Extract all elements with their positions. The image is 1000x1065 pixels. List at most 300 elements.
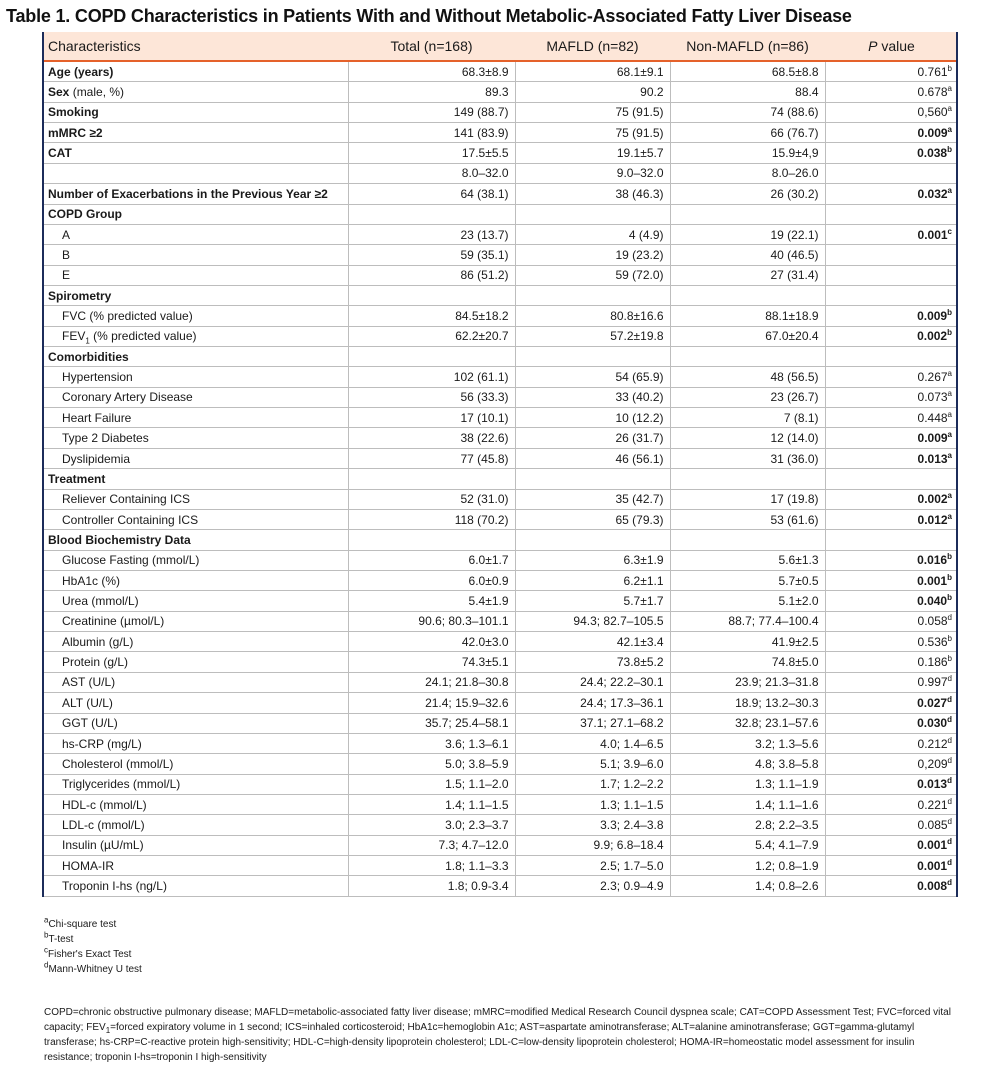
p-value-cell <box>825 224 958 244</box>
p-value-cell <box>825 550 958 570</box>
row-label-text: FVC (% predicted value) <box>62 308 193 323</box>
table-row <box>42 306 958 326</box>
p-value-test-mark: d <box>947 857 952 867</box>
total-cell: 5.4±1.9 <box>348 591 515 611</box>
mafld-cell: 2.3; 0.9–4.9 <box>515 876 670 896</box>
mafld-cell: 19.1±5.7 <box>515 143 670 163</box>
row-label <box>42 713 348 733</box>
mafld-cell: 6.2±1.1 <box>515 570 670 590</box>
section-row <box>42 204 958 224</box>
mafld-cell: 42.1±3.4 <box>515 632 670 652</box>
p-value-test-mark: b <box>947 63 952 73</box>
total-cell: 38 (22.6) <box>348 428 515 448</box>
mafld-cell: 75 (91.5) <box>515 102 670 122</box>
p-value-cell <box>825 509 958 529</box>
table-row <box>42 265 958 285</box>
data-table-frame <box>42 32 958 897</box>
total-cell: 118 (70.2) <box>348 509 515 529</box>
mafld-cell: 9.0–32.0 <box>515 163 670 183</box>
p-value-cell <box>825 61 958 82</box>
mafld-cell: 65 (79.3) <box>515 509 670 529</box>
non-mafld-cell: 53 (61.6) <box>670 509 825 529</box>
p-value-text: 0.002 <box>917 329 948 344</box>
total-cell: 42.0±3.0 <box>348 632 515 652</box>
row-label-text: E <box>62 268 71 283</box>
row-label <box>42 306 348 326</box>
row-label <box>42 652 348 672</box>
table-row <box>42 774 958 794</box>
row-label-text: Hypertension <box>62 370 133 385</box>
row-label-text: mMRC ≥2 <box>48 125 103 140</box>
p-value-text: 0.001 <box>917 838 948 853</box>
footnote-text: T-test <box>48 933 74 945</box>
p-value-text: 0.027 <box>917 695 948 710</box>
mafld-cell: 2.5; 1.7–5.0 <box>515 856 670 876</box>
p-value-cell <box>825 245 958 265</box>
table-row <box>42 82 958 102</box>
total-cell: 59 (35.1) <box>348 245 515 265</box>
row-label-text: CAT <box>48 146 72 161</box>
p-value-cell <box>825 306 958 326</box>
table-row <box>42 550 958 570</box>
p-value-test-mark: d <box>947 694 952 704</box>
p-value-test-mark: d <box>947 796 952 806</box>
row-label-text: Controller Containing ICS <box>62 512 199 527</box>
p-value-cell <box>825 347 958 367</box>
table-row <box>42 835 958 855</box>
non-mafld-cell: 4.8; 3.8–5.8 <box>670 754 825 774</box>
mafld-cell <box>515 285 670 305</box>
row-label <box>42 530 348 550</box>
p-value-test-mark: a <box>947 430 952 440</box>
p-value-text: 0.040 <box>917 594 948 609</box>
row-label-text: HOMA-IR <box>62 858 114 873</box>
p-value-cell <box>825 876 958 896</box>
row-label-text: Protein (g/L) <box>62 655 129 670</box>
p-value-cell <box>825 611 958 631</box>
total-cell: 6.0±0.9 <box>348 570 515 590</box>
total-cell: 64 (38.1) <box>348 184 515 204</box>
total-cell: 3.0; 2.3–3.7 <box>348 815 515 835</box>
table-row <box>42 163 958 183</box>
non-mafld-cell: 23 (26.7) <box>670 387 825 407</box>
table-row <box>42 652 958 672</box>
row-label-text: Smoking <box>48 105 99 120</box>
row-label <box>42 224 348 244</box>
total-cell: 102 (61.1) <box>348 367 515 387</box>
p-value-text: 0.448 <box>917 410 948 425</box>
total-cell: 1.5; 1.1–2.0 <box>348 774 515 794</box>
p-value-cell <box>825 102 958 122</box>
non-mafld-cell: 67.0±20.4 <box>670 326 825 346</box>
p-value-test-mark: b <box>947 654 952 664</box>
table-row <box>42 876 958 896</box>
row-label-text: Albumin (g/L) <box>62 634 134 649</box>
non-mafld-cell: 3.2; 1.3–5.6 <box>670 733 825 753</box>
mafld-cell: 46 (56.1) <box>515 448 670 468</box>
p-value-text: 0.058 <box>917 614 948 629</box>
p-value-text: 0.085 <box>917 817 948 832</box>
non-mafld-cell: 41.9±2.5 <box>670 632 825 652</box>
non-mafld-cell: 2.8; 2.2–3.5 <box>670 815 825 835</box>
row-label-text: B <box>62 247 71 262</box>
table-row <box>42 509 958 529</box>
row-label <box>42 550 348 570</box>
header-non-mafld: Non-MAFLD (n=86) <box>670 32 825 61</box>
non-mafld-cell: 17 (19.8) <box>670 489 825 509</box>
row-label <box>42 387 348 407</box>
non-mafld-cell: 5.7±0.5 <box>670 570 825 590</box>
p-value-text: 0.030 <box>917 716 948 731</box>
row-label <box>42 82 348 102</box>
p-value-test-mark: a <box>947 124 952 134</box>
row-label <box>42 733 348 753</box>
non-mafld-cell: 26 (30.2) <box>670 184 825 204</box>
non-mafld-cell: 74.8±5.0 <box>670 652 825 672</box>
p-value-text: 0.016 <box>917 553 948 568</box>
row-label <box>42 285 348 305</box>
section-row <box>42 285 958 305</box>
footnote-mark: b <box>44 930 49 940</box>
row-label-text: Dyslipidemia <box>62 451 131 466</box>
table-row <box>42 326 958 346</box>
row-label <box>42 265 348 285</box>
p-value-test-mark: b <box>947 328 952 338</box>
p-value-cell <box>825 530 958 550</box>
total-cell: 21.4; 15.9–32.6 <box>348 693 515 713</box>
non-mafld-cell: 88.7; 77.4–100.4 <box>670 611 825 631</box>
p-value-cell <box>825 448 958 468</box>
non-mafld-cell: 32.8; 23.1–57.6 <box>670 713 825 733</box>
p-value-test-mark: c <box>947 226 952 236</box>
mafld-cell: 24.4; 22.2–30.1 <box>515 672 670 692</box>
table-right-edge <box>956 32 958 897</box>
mafld-cell: 10 (12.2) <box>515 408 670 428</box>
table-row <box>42 733 958 753</box>
mafld-cell: 57.2±19.8 <box>515 326 670 346</box>
section-row <box>42 469 958 489</box>
non-mafld-cell: 8.0–26.0 <box>670 163 825 183</box>
p-value-cell <box>825 143 958 163</box>
total-cell: 86 (51.2) <box>348 265 515 285</box>
footnotes <box>44 917 1000 977</box>
abbrev-sub: 1 <box>105 1025 111 1035</box>
total-cell: 35.7; 25.4–58.1 <box>348 713 515 733</box>
row-label-text: Cholesterol (mmol/L) <box>62 756 174 771</box>
table-row <box>42 367 958 387</box>
mafld-cell: 75 (91.5) <box>515 123 670 143</box>
row-label <box>42 856 348 876</box>
non-mafld-cell <box>670 530 825 550</box>
non-mafld-cell: 5.6±1.3 <box>670 550 825 570</box>
non-mafld-cell: 1.3; 1.1–1.9 <box>670 774 825 794</box>
row-label-text: LDL-c (mmol/L) <box>62 817 145 832</box>
row-label <box>42 245 348 265</box>
mafld-cell: 73.8±5.2 <box>515 652 670 672</box>
p-value-test-mark: d <box>947 735 952 745</box>
row-label-text: Type 2 Diabetes <box>62 431 149 446</box>
table-row <box>42 672 958 692</box>
table-row <box>42 448 958 468</box>
p-value-text: 0.009 <box>917 125 948 140</box>
abbrev-part2: =forced expiratory volume in 1 second; ICS=inhaled corticosteroid; HbA1c=hemoglobin A1c; AST=aspartate aminotransferase; ALT=alanine aminotransferase; GGT=gamma-glutamyl transferase; hs-CRP=C-reactive protein high-sensitivity; HDL-C=high-density lipoprotein cholesterol; LDL-C=low-density lipoprotein cholesterol; HOMA-IR=homeostatic model assessment for insulin resistance; troponin I-hs=troponin I high-sensitivity <box>44 1021 915 1063</box>
row-label <box>42 794 348 814</box>
table-row <box>42 815 958 835</box>
row-label-text: Creatinine (µmol/L) <box>62 614 165 629</box>
p-value-test-mark: b <box>947 572 952 582</box>
table-row <box>42 570 958 590</box>
row-label <box>42 591 348 611</box>
total-cell <box>348 469 515 489</box>
footnote-item <box>44 962 1000 977</box>
p-value-text: 0.001 <box>917 227 948 242</box>
row-label <box>42 570 348 590</box>
p-value-cell <box>825 733 958 753</box>
mafld-cell: 80.8±16.6 <box>515 306 670 326</box>
row-label-text: Glucose Fasting (mmol/L) <box>62 553 200 568</box>
total-cell: 149 (88.7) <box>348 102 515 122</box>
table-row <box>42 713 958 733</box>
row-label <box>42 489 348 509</box>
row-label-text: hs-CRP (mg/L) <box>62 736 142 751</box>
p-value-test-mark: d <box>947 837 952 847</box>
p-value-cell <box>825 835 958 855</box>
mafld-cell: 3.3; 2.4–3.8 <box>515 815 670 835</box>
row-label <box>42 632 348 652</box>
row-label <box>42 347 348 367</box>
data-table <box>42 32 958 897</box>
row-label-text: Comorbidities <box>48 349 129 364</box>
p-value-cell <box>825 326 958 346</box>
table-row <box>42 591 958 611</box>
row-label <box>42 143 348 163</box>
p-value-text: 0.212 <box>917 736 948 751</box>
header-row <box>42 32 958 61</box>
non-mafld-cell: 66 (76.7) <box>670 123 825 143</box>
p-value-cell <box>825 428 958 448</box>
footnote-mark: c <box>44 945 48 955</box>
mafld-cell: 94.3; 82.7–105.5 <box>515 611 670 631</box>
p-value-test-mark: d <box>947 755 952 765</box>
p-value-test-mark: b <box>947 633 952 643</box>
table-row <box>42 754 958 774</box>
p-value-test-mark: a <box>947 491 952 501</box>
p-value-text: 0.678 <box>917 85 948 100</box>
non-mafld-cell: 5.4; 4.1–7.9 <box>670 835 825 855</box>
section-row <box>42 347 958 367</box>
row-label-text: Triglycerides (mmol/L) <box>62 777 181 792</box>
non-mafld-cell <box>670 204 825 224</box>
non-mafld-cell: 31 (36.0) <box>670 448 825 468</box>
row-label <box>42 509 348 529</box>
p-value-cell <box>825 408 958 428</box>
p-value-test-mark: b <box>947 145 952 155</box>
p-value-text: 0.001 <box>917 858 948 873</box>
total-cell <box>348 347 515 367</box>
total-cell: 74.3±5.1 <box>348 652 515 672</box>
total-cell: 77 (45.8) <box>348 448 515 468</box>
row-label <box>42 61 348 82</box>
row-label-text: FEV <box>62 329 86 344</box>
p-value-test-mark: a <box>947 389 952 399</box>
mafld-cell: 1.7; 1.2–2.2 <box>515 774 670 794</box>
total-cell: 3.6; 1.3–6.1 <box>348 733 515 753</box>
p-value-text: 0.267 <box>917 370 948 385</box>
p-value-test-mark: b <box>947 552 952 562</box>
p-value-cell <box>825 184 958 204</box>
non-mafld-cell: 12 (14.0) <box>670 428 825 448</box>
row-label <box>42 408 348 428</box>
p-value-test-mark: a <box>947 369 952 379</box>
header-mafld: MAFLD (n=82) <box>515 32 670 61</box>
total-cell: 62.2±20.7 <box>348 326 515 346</box>
table-row <box>42 102 958 122</box>
table-row <box>42 143 958 163</box>
row-label-text: Urea (mmol/L) <box>62 594 139 609</box>
p-value-test-mark: b <box>947 593 952 603</box>
non-mafld-cell <box>670 285 825 305</box>
non-mafld-cell: 23.9; 21.3–31.8 <box>670 672 825 692</box>
mafld-cell <box>515 530 670 550</box>
p-value-cell <box>825 285 958 305</box>
p-value-cell <box>825 591 958 611</box>
row-label <box>42 367 348 387</box>
table-title: Table 1. COPD Characteristics in Patients With and Without Metabolic-Associated Fatty Liver Disease <box>6 6 852 26</box>
p-value-cell <box>825 489 958 509</box>
non-mafld-cell: 15.9±4,9 <box>670 143 825 163</box>
row-label-text: Heart Failure <box>62 410 132 425</box>
p-value-text: 0.013 <box>917 777 948 792</box>
table-row <box>42 794 958 814</box>
p-value-cell <box>825 265 958 285</box>
row-label <box>42 693 348 713</box>
row-label-text: Reliever Containing ICS <box>62 492 191 507</box>
p-value-cell <box>825 693 958 713</box>
mafld-cell: 33 (40.2) <box>515 387 670 407</box>
table-row <box>42 632 958 652</box>
p-value-test-mark: d <box>947 613 952 623</box>
mafld-cell: 54 (65.9) <box>515 367 670 387</box>
row-label <box>42 428 348 448</box>
mafld-cell: 90.2 <box>515 82 670 102</box>
non-mafld-cell: 48 (56.5) <box>670 367 825 387</box>
mafld-cell: 1.3; 1.1–1.5 <box>515 794 670 814</box>
mafld-cell: 5.1; 3.9–6.0 <box>515 754 670 774</box>
total-cell: 1.4; 1.1–1.5 <box>348 794 515 814</box>
p-value-test-mark: d <box>947 674 952 684</box>
header-total: Total (n=168) <box>348 32 515 61</box>
p-value-cell <box>825 652 958 672</box>
total-cell: 5.0; 3.8–5.9 <box>348 754 515 774</box>
table-header <box>42 32 958 61</box>
non-mafld-cell: 18.9; 13.2–30.3 <box>670 693 825 713</box>
p-value-cell <box>825 469 958 489</box>
row-label-text: ALT (U/L) <box>62 695 113 710</box>
non-mafld-cell: 1.2; 0.8–1.9 <box>670 856 825 876</box>
table-row <box>42 489 958 509</box>
p-value-text: 0.013 <box>917 451 948 466</box>
p-value-cell <box>825 387 958 407</box>
row-label-text: GGT (U/L) <box>62 716 118 731</box>
row-label-text: Troponin I-hs (ng/L) <box>62 879 167 894</box>
p-value-text: 0,209 <box>917 756 948 771</box>
p-value-test-mark: a <box>947 104 952 114</box>
p-value-text: 0,560 <box>917 105 948 120</box>
table-row <box>42 387 958 407</box>
total-cell <box>348 285 515 305</box>
row-label <box>42 204 348 224</box>
row-label-text: Number of Exacerbations in the Previous Year ≥2 <box>48 186 328 201</box>
row-label <box>42 835 348 855</box>
p-value-cell <box>825 632 958 652</box>
total-cell <box>348 530 515 550</box>
footnote-mark: d <box>44 960 49 970</box>
p-value-text: 0.001 <box>917 573 948 588</box>
p-value-text: 0.761 <box>917 64 948 79</box>
non-mafld-cell: 40 (46.5) <box>670 245 825 265</box>
row-label-text: Insulin (µU/mL) <box>62 838 144 853</box>
row-label <box>42 672 348 692</box>
row-label <box>42 774 348 794</box>
table-row <box>42 611 958 631</box>
total-cell: 68.3±8.9 <box>348 61 515 82</box>
mafld-cell: 26 (31.7) <box>515 428 670 448</box>
p-value-cell <box>825 82 958 102</box>
total-cell: 1.8; 1.1–3.3 <box>348 856 515 876</box>
p-value-cell <box>825 754 958 774</box>
mafld-cell <box>515 347 670 367</box>
total-cell: 90.6; 80.3–101.1 <box>348 611 515 631</box>
footnote-text: Fisher's Exact Test <box>48 948 132 960</box>
total-cell: 24.1; 21.8–30.8 <box>348 672 515 692</box>
mafld-cell: 37.1; 27.1–68.2 <box>515 713 670 733</box>
section-row <box>42 530 958 550</box>
mafld-cell <box>515 469 670 489</box>
p-value-test-mark: a <box>947 84 952 94</box>
p-value-test-mark: d <box>947 816 952 826</box>
p-value-test-mark: a <box>947 185 952 195</box>
row-label-text: Coronary Artery Disease <box>62 390 193 405</box>
table-row <box>42 224 958 244</box>
mafld-cell: 24.4; 17.3–36.1 <box>515 693 670 713</box>
non-mafld-cell: 88.1±18.9 <box>670 306 825 326</box>
p-value-test-mark: b <box>947 307 952 317</box>
p-value-test-mark: d <box>947 715 952 725</box>
row-label <box>42 123 348 143</box>
row-label <box>42 469 348 489</box>
total-cell: 56 (33.3) <box>348 387 515 407</box>
p-value-text: 0.186 <box>917 655 948 670</box>
footnote-item <box>44 932 1000 947</box>
table-row <box>42 184 958 204</box>
mafld-cell: 6.3±1.9 <box>515 550 670 570</box>
row-label <box>42 815 348 835</box>
table-body <box>42 61 958 896</box>
footnote-mark: a <box>44 915 49 925</box>
footnote-text: Mann-Whitney U test <box>48 963 142 975</box>
non-mafld-cell <box>670 347 825 367</box>
p-value-test-mark: d <box>947 878 952 888</box>
total-cell: 6.0±1.7 <box>348 550 515 570</box>
total-cell: 52 (31.0) <box>348 489 515 509</box>
p-value-text: 0.002 <box>917 492 948 507</box>
row-label-suffix: (male, %) <box>69 85 125 100</box>
mafld-cell: 59 (72.0) <box>515 265 670 285</box>
row-label-subscript: 1 <box>85 336 90 346</box>
p-value-cell <box>825 672 958 692</box>
row-label <box>42 876 348 896</box>
p-value-text: 0.073 <box>917 390 948 405</box>
